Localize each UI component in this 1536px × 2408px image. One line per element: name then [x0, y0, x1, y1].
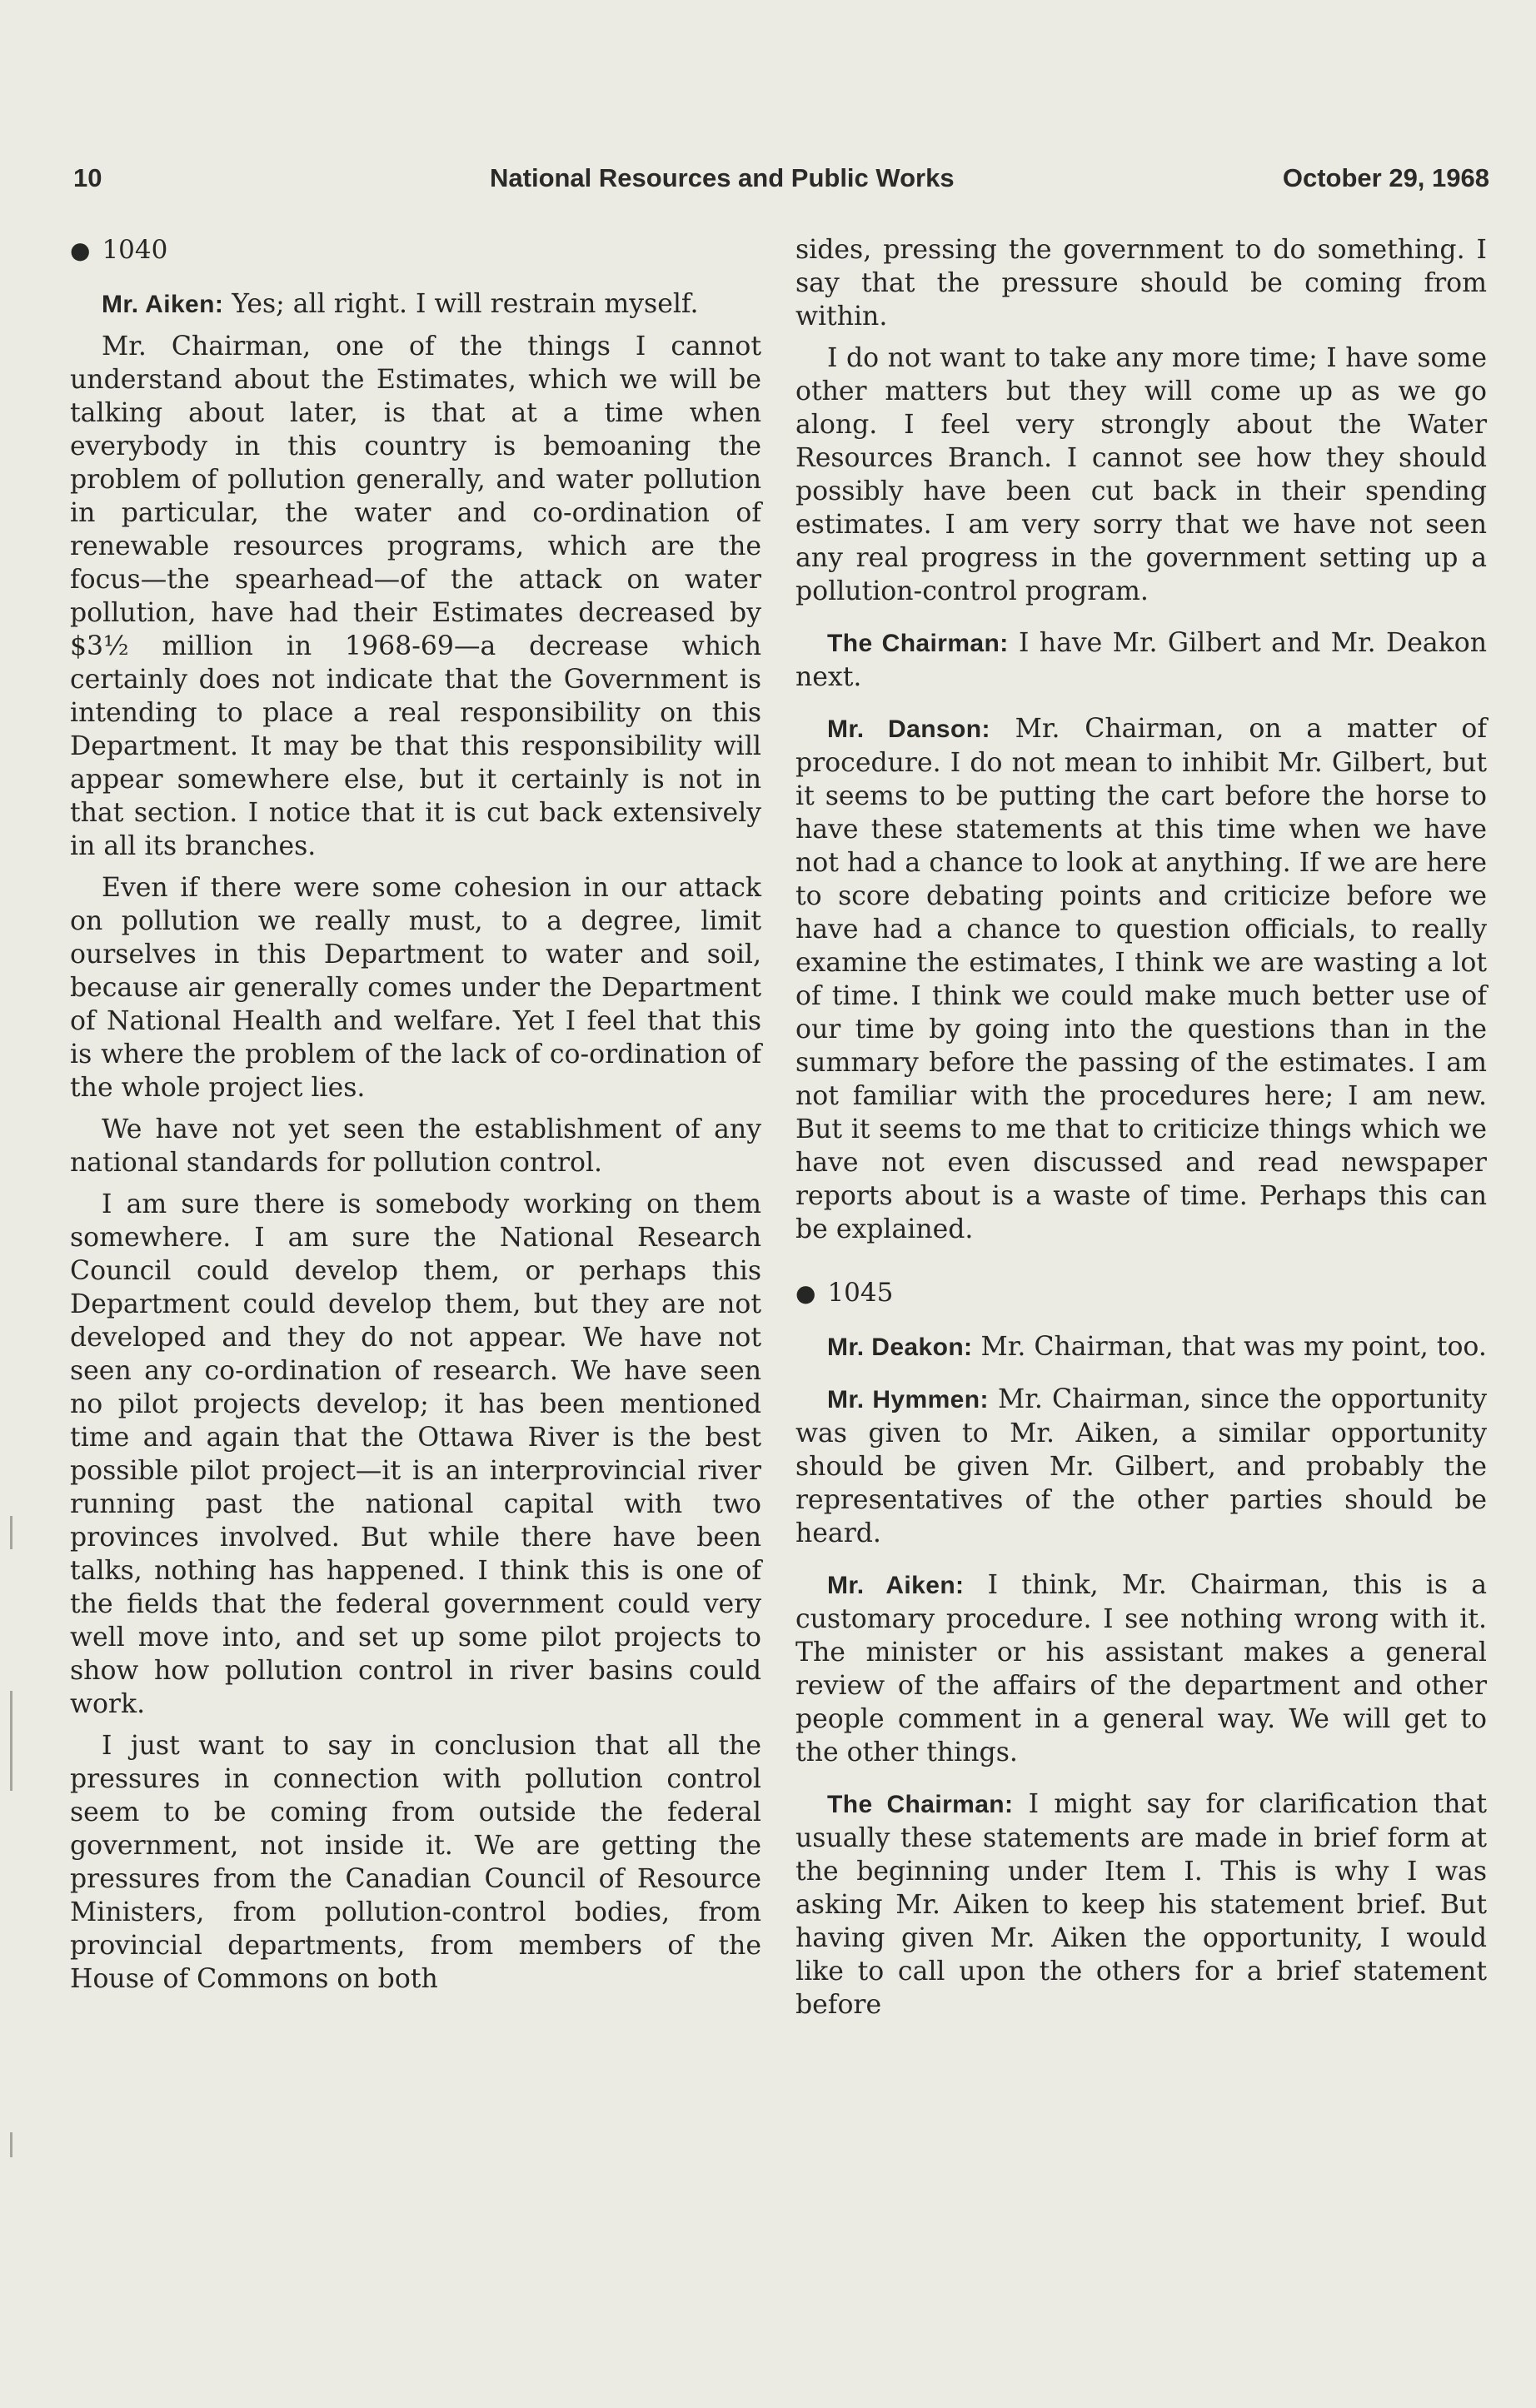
speech-text: I might say for clarification that usually these statements are made in brief form at the beginning under Item I. This is why I was asking Mr. Aiken to keep his statement brief. But having given Mr. Aiken the opportunity, I would like to call upon the others for a brief statement before — [795, 1789, 1487, 2020]
speech-deakon — [795, 1330, 1487, 1364]
speech-text: I think, Mr. Chairman, this is a customary procedure. I see nothing wrong with it. The minister or his assistant makes a general review of the affairs of the department and other people comment in a general way. We will get to the other things. — [795, 1570, 1487, 1767]
time-marker-value: 1040 — [102, 235, 168, 265]
speech-hymmen — [795, 1383, 1487, 1550]
paragraph: I am sure there is somebody working on them somewhere. I am sure the National Research Council could develop them, or perhaps this Department could develop them, but they are not developed and they do not appear. We have not seen any co-ordination of research. We have seen no pilot projects develop; it has been mentioned time and again that the Ottawa River is the best possible pilot project—it is an interprovincial river running past the national capital with two provinces involved. But while there have been talks, nothing has happened. I think this is one of the fields that the federal government could very well move into, and set up some pilot projects to show how pollution control in river basins could work. — [70, 1189, 761, 1719]
paragraph: Mr. Chairman, one of the things I cannot understand about the Estimates, which we will be talking about later, is that at a time when everybody in this country is bemoaning the problem of pollution generally, and water pollution in particular, the water and co-ordination of renewable resources programs, which are the focus—the spearhead—of the attack on water pollution, have had their Estimates decreased by $3½ million in 1968-69—a decrease which certainly does not indicate that the Government is intending to place a real responsibility on this Department. It may be that this responsibility will appear somewhere else, but it certainly is not in that section. I notice that it is cut back extensively in all its branches. — [70, 332, 761, 861]
paragraph-continued: sides, pressing the government to do something. I say that the pressure should be coming from within. — [795, 235, 1487, 332]
speech-text: Mr. Chairman, that was my point, too. — [980, 1332, 1487, 1362]
speech-text: Mr. Chairman, on a matter of procedure. I do not mean to inhibit Mr. Gilbert, but it seems to be putting the cart before the horse to have these statements at this time when we have not had a chance to look at anything. If we are here to score debating points and criticize before we have had a chance to question officials, to really examine the estimates, I think we are wasting a lot of time. I think we could make much better use of our time by going into the questions than in the summary before the passing of the estimates. I am not familiar with the procedures here; I am new. But it seems to me that to criticize things which we have not even discussed and read newspaper reports about is a waste of time. Perhaps this can be explained. — [795, 714, 1487, 1244]
scan-margin-mark — [10, 1516, 12, 1549]
speaker-name: Mr. Deakon: — [827, 1334, 973, 1361]
bullet-icon: ● — [70, 237, 91, 264]
speaker-name: The Chairman: — [827, 1791, 1014, 1818]
speech-text: Yes; all right. I will restrain myself. — [232, 289, 699, 319]
speaker-name: Mr. Aiken: — [827, 1572, 965, 1599]
speaker-name: Mr. Danson: — [827, 715, 990, 743]
time-marker — [70, 233, 761, 267]
speech-danson — [795, 712, 1487, 1246]
speech-aiken — [70, 287, 761, 322]
speaker-name: Mr. Hymmen: — [827, 1386, 989, 1413]
speaker-name: The Chairman: — [827, 630, 1009, 657]
scan-margin-mark — [10, 1691, 12, 1791]
scan-margin-mark — [10, 2132, 12, 2157]
speech-text: I have Mr. Gilbert and Mr. Deakon next. — [795, 628, 1487, 692]
speech-aiken — [795, 1568, 1487, 1769]
speech-chairman — [795, 1787, 1487, 2022]
paragraph: We have not yet seen the establishment of any national standards for pollution control. — [70, 1114, 761, 1178]
speech-chairman — [795, 626, 1487, 694]
paragraph: Even if there were some cohesion in our attack on pollution we really must, to a degree, limit ourselves in this Department to water and soil, because air generally comes under the Department of National Health and welfare. Yet I feel that this is where the problem of the lack of co-ordination of the whole project lies. — [70, 873, 761, 1103]
paragraph: I do not want to take any more time; I have some other matters but they will come up as we go along. I feel very strongly about the Water Resources Branch. I cannot see how they should possibly have been cut back in their spending estimates. I am very sorry that we have not seen any real progress in the government setting up a pollution-control program. — [795, 343, 1487, 606]
left-column — [70, 233, 761, 2004]
header-date: October 29, 1968 — [1282, 163, 1489, 192]
speech-text: Mr. Chairman, since the opportunity was given to Mr. Aiken, a similar opportunity should be given Mr. Gilbert, and probably the representatives of the other parties should be heard. — [795, 1384, 1487, 1548]
right-column — [795, 233, 1487, 2030]
running-title: National Resources and Public Works — [490, 163, 955, 192]
time-marker — [795, 1276, 1487, 1310]
speaker-name: Mr. Aiken: — [102, 291, 224, 318]
paragraph: I just want to say in conclusion that all the pressures in connection with pollution control seem to be coming from outside the federal government, not inside it. We are getting the pressures from the Canadian Council of Resource Ministers, from pollution-control bodies, from provincial departments, from members of the House of Commons on both — [70, 1731, 761, 1994]
time-marker-value: 1045 — [827, 1278, 894, 1308]
running-header — [73, 163, 1489, 202]
bullet-icon: ● — [795, 1279, 816, 1307]
page-number: 10 — [73, 163, 102, 192]
